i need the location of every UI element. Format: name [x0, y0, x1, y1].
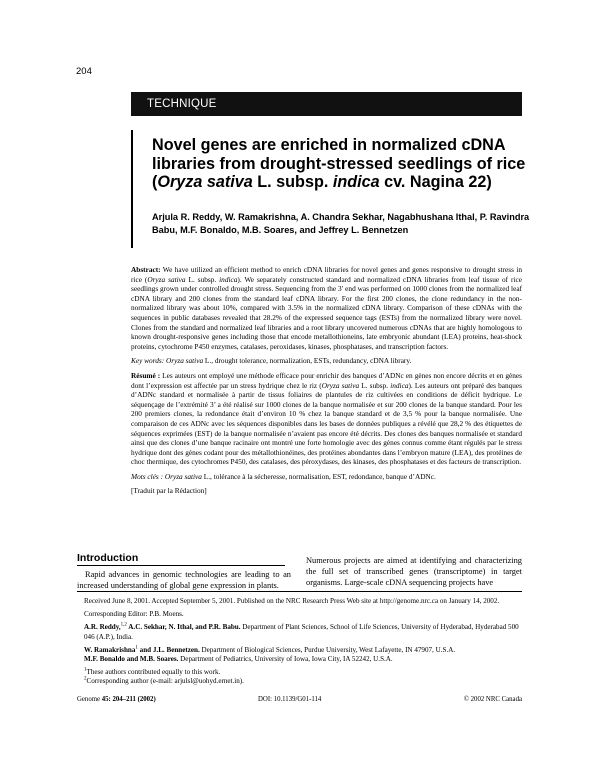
- introduction-heading: Introduction: [77, 552, 139, 564]
- article-title: [152, 136, 532, 192]
- keywords-label: Key words:: [131, 356, 165, 366]
- title-main: Novel genes are enriched in normalized cDNA libraries from drought-stressed seedlings of rice: [152, 136, 526, 173]
- footnote-rule: [77, 591, 522, 592]
- intro-column-right: Numerous projects are aimed at identifying and characterizing the full set of transcribed genes (transcriptome) in target organisms. Large-scale cDNA sequencing projects have: [306, 556, 522, 587]
- title-species: Oryza sativa: [157, 173, 253, 191]
- abstract-block: [131, 265, 522, 501]
- introduction-rule: [77, 565, 285, 566]
- mots-cles-label: Mots clés :: [131, 471, 164, 481]
- corresponding-editor: Corresponding Editor: P.B. Moens.: [84, 610, 184, 619]
- footnote-2: $^2$Corresponding author (e-mail: arjulsl@uohyd.ernet.in).: [84, 677, 244, 686]
- received-dates: Received June 8, 2001. Accepted September 5, 2001. Published on the NRC Research Press Web site at http://genome.nrc.ca on January 14, 2002.: [84, 597, 500, 605]
- footnote-1: $^1$These authors contributed equally to this work.: [84, 667, 221, 677]
- affiliation-1: A.R. Reddy,$^{1,2}$ A.C. Sekhar, N. Ithal, and P.R. Babu. Department of Plant Sciences, School of Life Sciences, University of Hyderabad, Hyderabad 500 046 (A.P.), India.: [84, 623, 519, 641]
- resume-label: Résumé :: [131, 370, 161, 380]
- title-cultivar: cv. Nagina 22): [379, 173, 492, 191]
- author-list: Arjula R. Reddy, W. Ramakrishna, A. Chandra Sekhar, Nagabhushana Ithal, P. Ravindra Babu, M.F. Bonaldo, M.B. Soares, and Jeffrey L. Bennetzen: [152, 212, 530, 235]
- abstract-label: Abstract:: [131, 265, 161, 274]
- title-subsp-text: L. subsp.: [252, 173, 333, 191]
- footnotes-block: [84, 597, 520, 691]
- affiliation-2: W. Ramakrishna$^1$ and J.L. Bennetzen. Department of Biological Sciences, Purdue University, West Lafayette, IN 47907, U.S.A.: [84, 645, 456, 654]
- journal-citation: Genome 45: 204–211 (2002): [77, 696, 156, 703]
- keywords-paragraph: Key words: Oryza sativa L., drought tolerance, normalization, ESTs, redundancy, cDNA library.: [131, 356, 412, 366]
- intro-column-left: Rapid advances in genomic technologies are leading to an increased understanding of global gene expression in plants.: [77, 570, 291, 590]
- abstract-paragraph: Abstract: We have utilized an efficient method to enrich cDNA libraries for novel genes and genes responsive to drought stress in rice (Oryza sativa L. subsp. indica). We separately constructed standard and normalized cDNA libraries from leaf tissue of rice seedlings grown under controlled drought stress. Sequencing from the 3′ end was performed on 1000 clones from the normalized leaf cDNA library and 200 clones from the standard leaf cDNA library. For the first 200 clones, the clone redundancy in the non-normalized library was about 10%, compared with 3.5% in the normalized cDNA library. Comparison of these cDNAs with the sequences in public databases revealed that 28.2% of the expressed sequence tags (ESTs) from the normalized library were novel. Clones from the standard and normalized leaf libraries and a root library uncovered numerous cDNAs that are highly homologous to known drought-responsive genes including those that encode metallothioneins, late embryonic abundant (LEA) proteins, heat-shock proteins, cytochrome P450 enzymes, catalases, peroxidases, kinases, phosphatases, and transcription factors.: [131, 265, 522, 351]
- copyright-text: © 2002 NRC Canada: [463, 696, 522, 703]
- resume-paragraph: Résumé : Les auteurs ont employé une méthode efficace pour enrichir des banques d’ADNc en gènes non encore décrits et en gènes dont l’expression est affectée par un stress hydrique chez le riz (Oryza sativa L. subsp. indica). Les auteurs ont préparé des banques d’ADNc standard et normalisée à partir de tissus foliaires de plantules de riz cultivées en conditions de déficit hydrique. Le séquençage de l’extrémité 3’ a été réalisé sur 1000 clones de la banque normalisée et sur 200 clones de la banque standard. Pour les 200 premiers clones, la redondance était d’environ 10 % chez la banque standard et de 3,5 % pour la banque normalisée. Une comparaison de ces ADNc avec les séquences disponibles dans les bases de données publiques a révélé que 28,2 % des étiquettes de séquences exprimées (EST) de la banque normalisée n’avaient pas encore été décrits. Des clones des banques normalisée et standard ainsi que des clones d’une banque racinaire ont montré une forte homologie avec des gènes connus comme étant régulés par le stress hydrique dont des gènes codant pour des métallothionéines, des protéines abondantes dans l’embryon mature (LEA), des protéines de choc thermique, des cytochromes P450, des catalases, des péroxydases, des kinases, des phosphatases et des facteurs de transcription.: [131, 370, 522, 467]
- title-rule: [131, 130, 133, 248]
- page-number: 204: [76, 66, 92, 77]
- affiliation-3: M.F. Bonaldo and M.B. Soares. Department of Pediatrics, University of Iowa, Iowa City, IA 52242, U.S.A.: [84, 655, 393, 664]
- mots-cles-paragraph: Mots clés : Oryza sativa L., tolérance à la sécheresse, normalisation, EST, redondance, banque d’ADNc.: [131, 471, 436, 481]
- doi-text: DOI: 10.1139/G01-114: [258, 696, 322, 703]
- translator-note: [Traduit par la Rédaction]: [131, 486, 207, 496]
- section-banner: TECHNIQUE: [131, 92, 522, 116]
- title-subsp: indica: [332, 173, 380, 191]
- title-paren-open: (: [152, 173, 158, 191]
